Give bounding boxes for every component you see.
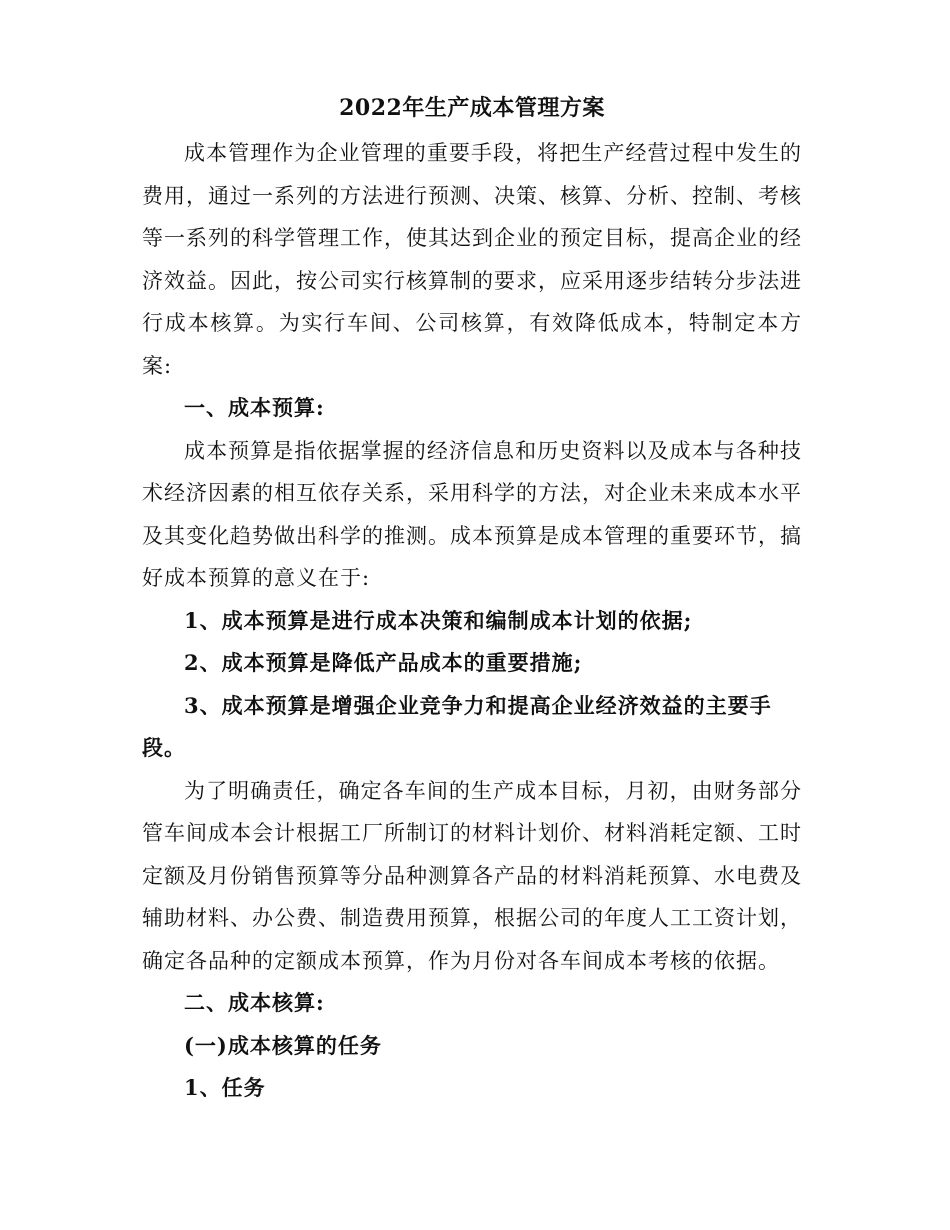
intro-paragraph: 成本管理作为企业管理的重要手段，将把生产经营过程中发生的费用，通过一系列的方法进行预测、决策、核算、分析、控制、考核等一系列的科学管理工作，使其达到企业的预定目标，提高企业的经济效益。因此，按公司实行核算制的要求，应采用逐步结转分步法进行成本核算。为实行车间、公司核算，有效降低成本，特制定本方案: xyxy=(142,141,802,378)
section-2-heading: 二、成本核算: xyxy=(184,990,325,1015)
section-1-item-2: 2、成本预算是降低产品成本的重要措施; xyxy=(184,650,583,675)
section-1-item-1: 1、成本预算是进行成本决策和编制成本计划的依据; xyxy=(184,607,693,633)
section-2-subheading: (一)成本核算的任务 xyxy=(184,1032,382,1058)
document-body xyxy=(142,88,802,1110)
document-title: 2022年生产成本管理方案 xyxy=(339,95,605,121)
section-1-paragraph: 成本预算是指依据掌握的经济信息和历史资料以及成本与各种技术经济因素的相互依存关系，采用科学的方法，对企业未来成本水平及其变化趋势做出科学的推测。成本预算是成本管理的重要环节，搞好成本预算的意义在于: xyxy=(142,438,802,590)
section-1-heading: 一、成本预算: xyxy=(184,395,325,420)
section-1-paragraph-2: 为了明确责任，确定各车间的生产成本目标，月初，由财务部分管车间成本会计根据工厂所制订的材料计划价、材料消耗定额、工时定额及月份销售预算等分品种测算各产品的材料消耗预算、水电费及辅助材料、办公费、制造费用预算，根据公司的年度人工工资计划，确定各品种的定额成本预算，作为月份对各车间成本考核的依据。 xyxy=(142,778,802,973)
section-2-item-1: 1、任务 xyxy=(184,1075,266,1100)
section-1-item-3: 3、成本预算是增强企业竞争力和提高企业经济效益的主要手段。 xyxy=(142,692,772,760)
